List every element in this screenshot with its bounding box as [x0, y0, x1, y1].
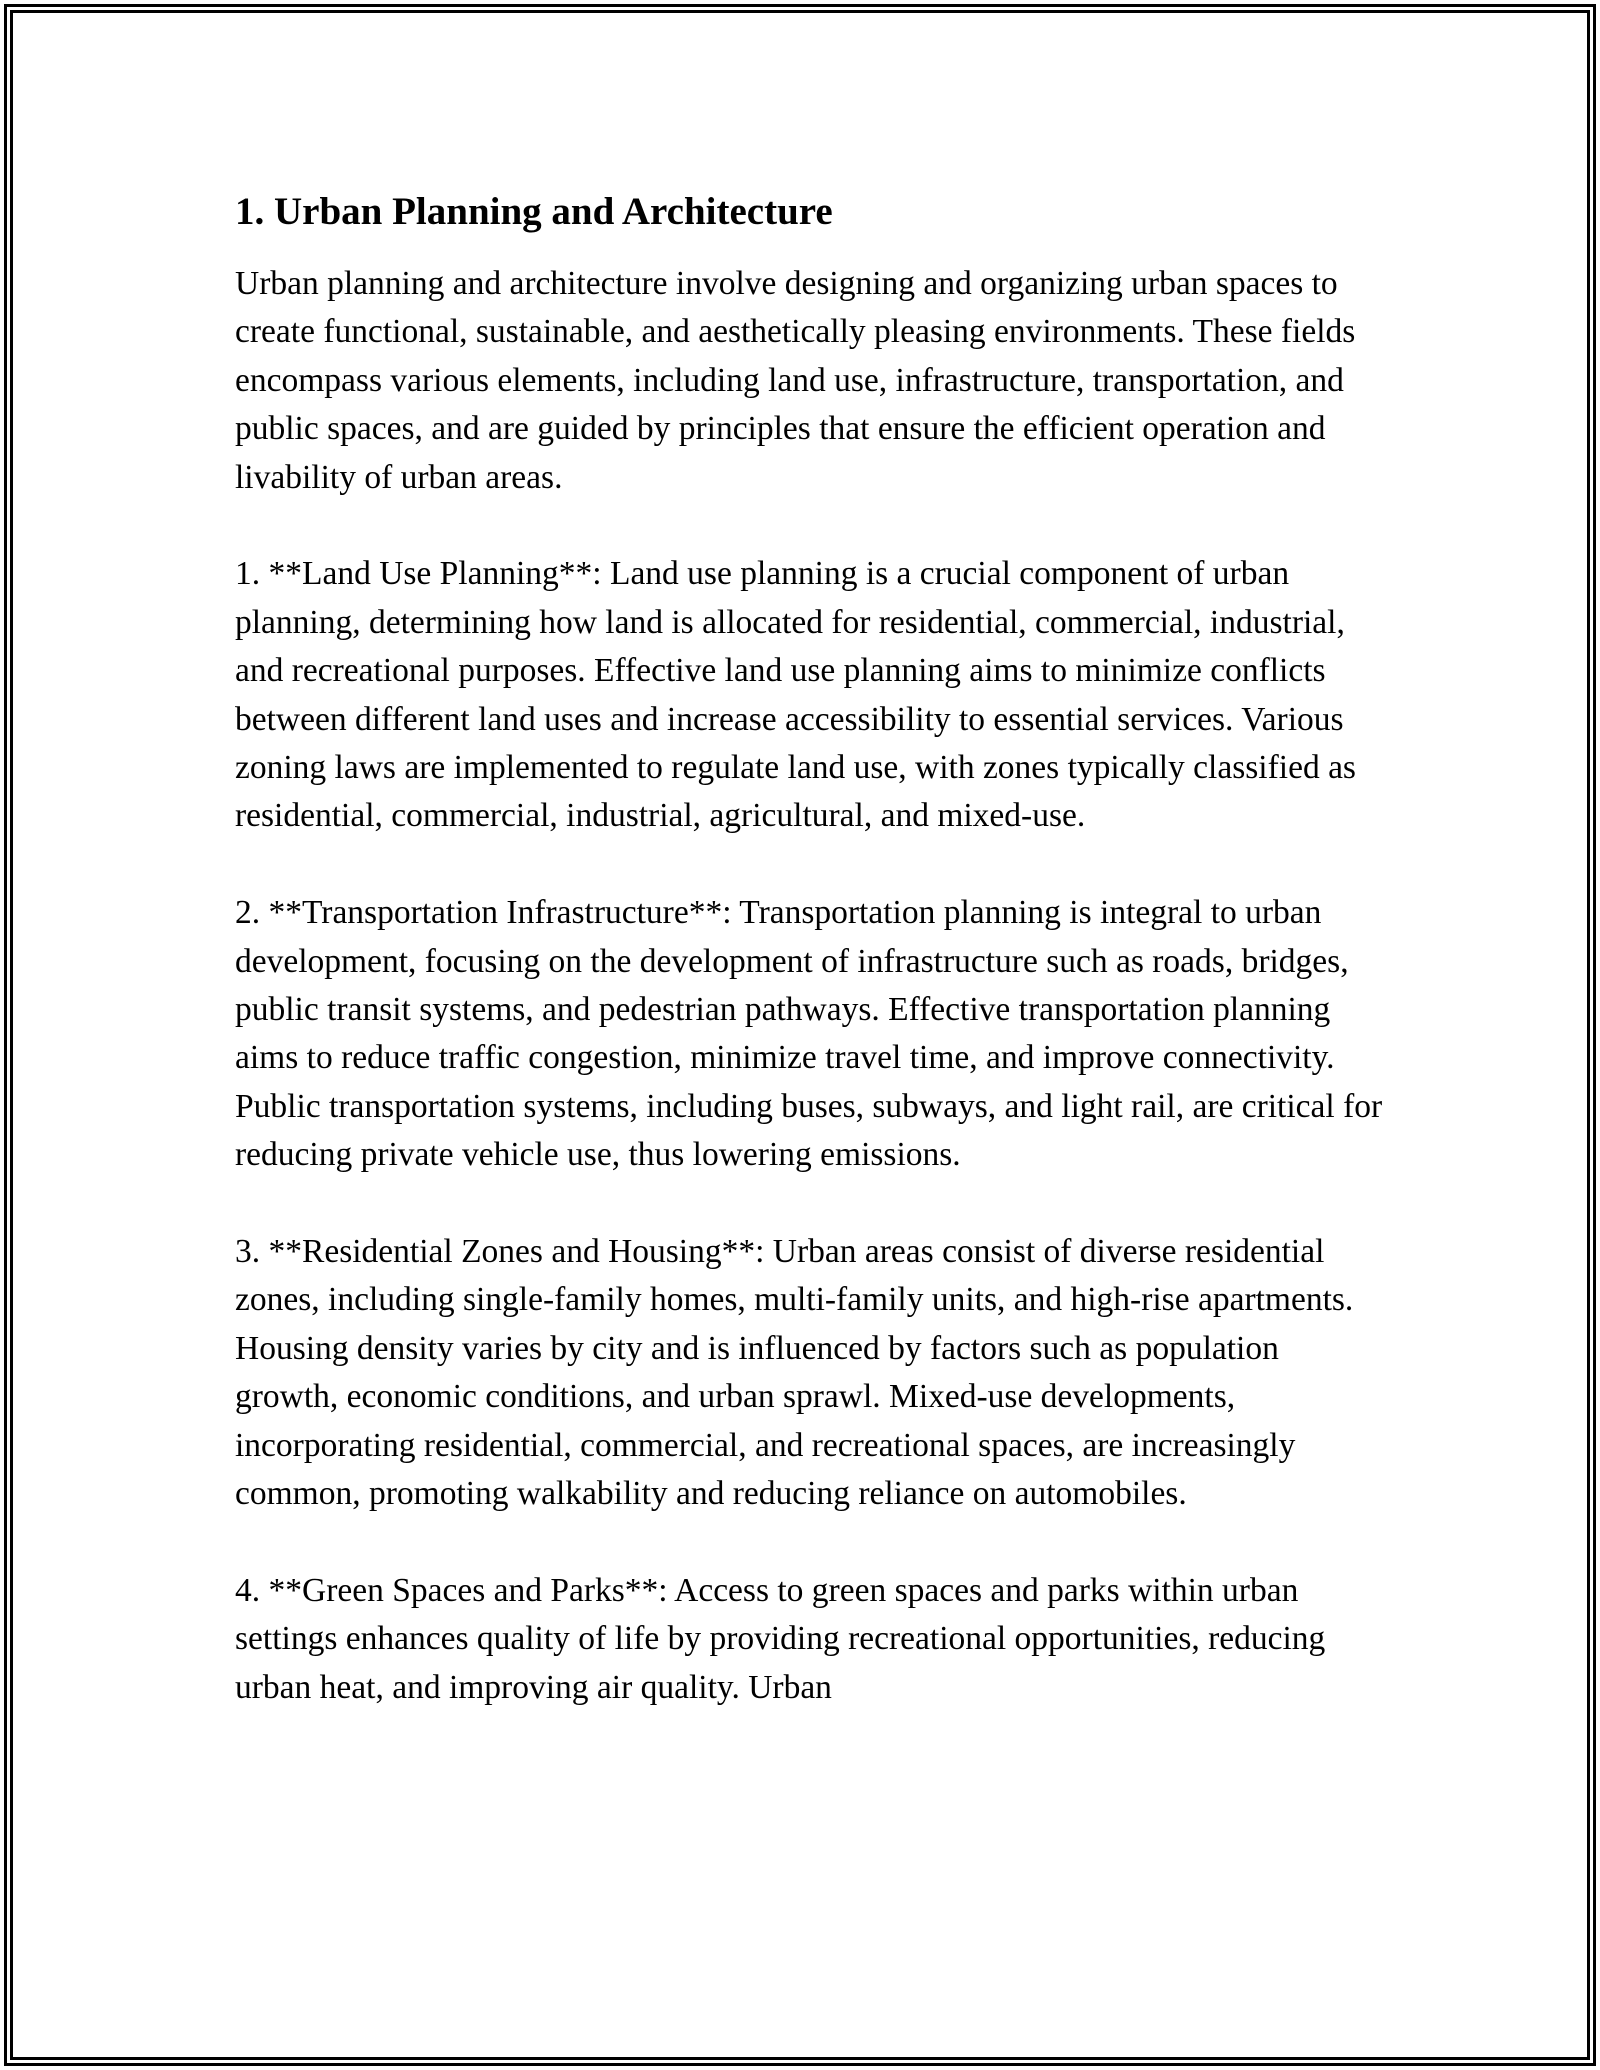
- intro-paragraph: Urban planning and architecture involve designing and organizing urban spaces to create functional, sustainable, and aesthetically pleasing environments. These fields encompass various elements, including land use, infrastructure, transportation, and public spaces, and are guided by principles that ensure the efficient operation and livability of urban areas.: [235, 265, 1356, 496]
- transportation-paragraph: 2. **Transportation Infrastructure**: Transportation planning is integral to urban development, focusing on the development of infrastructure such as roads, bridges, public transit systems, and pedestrian pathways. Effective transportation planning aims to reduce traffic congestion, minimize travel time, and improve connectivity. Public transportation systems, including buses, subways, and light rail, are critical for reducing private vehicle use, thus lowering emissions.: [235, 894, 1383, 1174]
- section-heading: 1. Urban Planning and Architecture: [235, 190, 833, 233]
- document-body: [235, 186, 1385, 1761]
- green-spaces-paragraph: 4. **Green Spaces and Parks**: Access to green spaces and parks within urban settings enhances quality of life by providing recreational opportunities, reducing urban heat, and improving air quality. Urban: [235, 1571, 1326, 1706]
- land-use-paragraph: 1. **Land Use Planning**: Land use planning is a crucial component of urban planning, determining how land is allocated for residential, commercial, industrial, and recreational purposes. Effective land use planning aims to minimize conflicts between different land uses and increase accessibility to essential services. Various zoning laws are implemented to regulate land use, with zones typically classified as residential, commercial, industrial, agricultural, and mixed-use.: [235, 555, 1356, 835]
- residential-paragraph: 3. **Residential Zones and Housing**: Urban areas consist of diverse residential zones, including single-family homes, multi-family units, and high-rise apartments. Housing density varies by city and is influenced by factors such as population growth, economic conditions, and urban sprawl. Mixed-use developments, incorporating residential, commercial, and recreational spaces, are increasingly common, promoting walkability and reducing reliance on automobiles.: [235, 1233, 1354, 1513]
